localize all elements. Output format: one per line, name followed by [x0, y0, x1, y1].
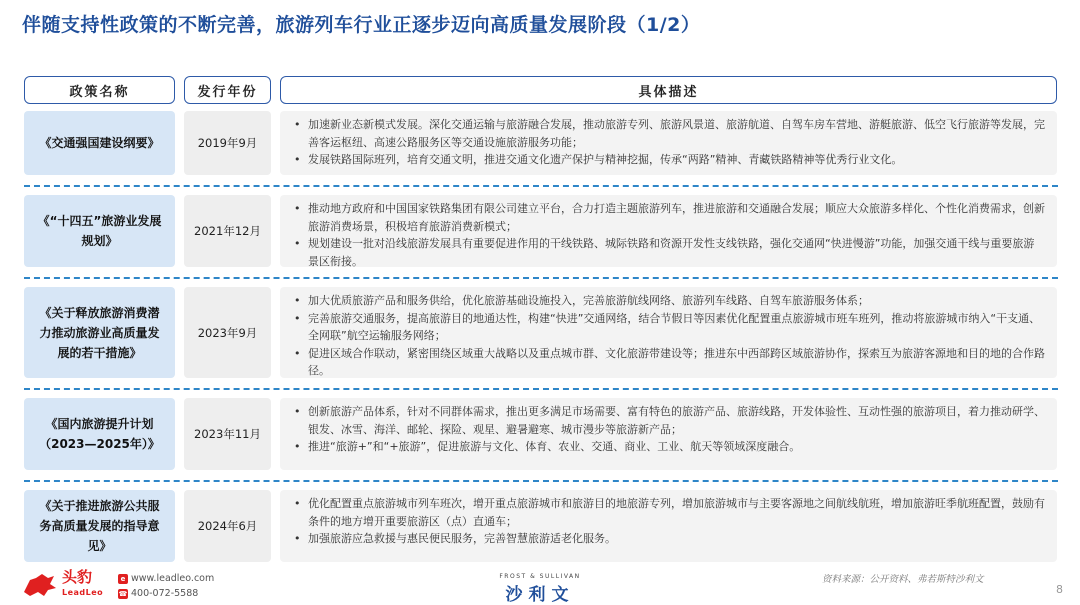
policy-row [24, 195, 1058, 267]
description-bullet: • 加大优质旅游产品和服务供给，优化旅游基础设施投入，完善旅游航线网络、旅游列车线路、自驾车旅游服务体系； [290, 292, 1045, 310]
phone-icon: ☎ [118, 590, 128, 598]
policy-description [280, 398, 1057, 470]
policy-name: 《国内旅游提升计划（2023—2025年）》 [24, 398, 175, 470]
policy-name: 《关于释放旅游消费潜力推动旅游业高质量发展的若干措施》 [24, 287, 175, 378]
policy-row [24, 398, 1058, 470]
policy-description [280, 287, 1057, 378]
column-header-desc: 具体描述 [280, 76, 1057, 104]
policy-description [280, 111, 1057, 175]
policy-name: 《关于推进旅游公共服务高质量发展的指导意见》 [24, 490, 175, 562]
policy-name: 《交通强国建设纲要》 [24, 111, 175, 175]
brand-name-cn: 头豹 [62, 568, 93, 586]
description-bullet: • 推进“旅游+”和“+旅游”，促进旅游与文化、体育、农业、交通、商业、工业、航天等领域深度融合。 [290, 438, 1045, 456]
policy-year: 2023年9月 [184, 287, 271, 378]
page-title: 伴随支持性政策的不断完善，旅游列车行业正逐步迈向高质量发展阶段（1/2） [22, 14, 701, 36]
lion-icon [20, 570, 60, 600]
description-bullet: • 加速新业态新模式发展。深化交通运输与旅游融合发展，推动旅游专列、旅游风景道、旅游航道、自驾车房车营地、游艇旅游、低空飞行旅游等发展，完善客运枢纽、高速公路服务区等交通设施旅游服务功能； [290, 116, 1045, 151]
policy-row [24, 111, 1058, 175]
policy-year: 2019年9月 [184, 111, 271, 175]
row-divider [24, 277, 1058, 279]
policy-year: 2024年6月 [184, 490, 271, 562]
policy-description [280, 195, 1057, 267]
policy-year: 2021年12月 [184, 195, 271, 267]
description-bullet: • 促进区域合作联动，紧密围绕区域重大战略以及重点城市群、文化旅游带建设等；推进东中西部跨区域旅游协作，探索互为旅游客源地和目的地的合作路径。 [290, 345, 1045, 380]
row-divider [24, 388, 1058, 390]
page-number: 8 [1056, 583, 1063, 596]
description-bullet: • 加强旅游应急救援与惠民便民服务，完善智慧旅游适老化服务。 [290, 530, 1045, 548]
website-link[interactable]: www.leadleo.com [131, 573, 215, 584]
brand-name-en: LeadLeo [62, 588, 104, 597]
row-divider [24, 480, 1058, 482]
column-header-name: 政策名称 [24, 76, 175, 104]
policy-year: 2023年11月 [184, 398, 271, 470]
policy-name: 《“十四五”旅游业发展规划》 [24, 195, 175, 267]
description-bullet: • 创新旅游产品体系，针对不同群体需求，推出更多满足市场需要、富有特色的旅游产品、旅游线路，开发体验性、互动性强的旅游项目，着力推动研学、银发、冰雪、海洋、邮轮、探险、观星、避暑避寒、城市漫步等旅游新产品； [290, 403, 1045, 438]
leadleo-logo [20, 570, 103, 600]
contact-info [118, 571, 214, 601]
description-bullet: • 优化配置重点旅游城市列车班次，增开重点旅游城市和旅游目的地旅游专列，增加旅游城市与主要客源地之间航线航班，增加旅游旺季航班配置，鼓励有条件的地方增开重要旅游区（点）直通车； [290, 495, 1045, 530]
phone-number: 400-072-5588 [131, 588, 199, 599]
partner-logo-name: 沙利文 [505, 585, 575, 605]
web-icon: e [118, 574, 128, 584]
description-bullet: • 发展铁路国际班列，培育交通文明，推进交通文化遗产保护与精神挖掘，传承“两路”精神、青藏铁路精神等优秀行业文化。 [290, 151, 1045, 169]
row-divider [24, 185, 1058, 187]
source-note: 资料来源：公开资料、弗若斯特沙利文 [822, 574, 984, 585]
description-bullet: • 完善旅游交通服务，提高旅游目的地通达性，构建“快进”交通网络，结合节假日等因素优化配置重点旅游城市班车班列，推动将旅游城市纳入“干支通、全网联”航空运输服务网络； [290, 310, 1045, 345]
policy-row [24, 490, 1058, 562]
policy-row [24, 287, 1058, 378]
policy-description [280, 490, 1057, 562]
description-bullet: • 推动地方政府和中国国家铁路集团有限公司建立平台，合力打造主题旅游列车，推进旅游和交通融合发展；顺应大众旅游多样化、个性化消费需求，创新旅游消费场景，积极培育旅游消费新模式； [290, 200, 1045, 235]
description-bullet: • 规划建设一批对沿线旅游发展具有重要促进作用的干线铁路、城际铁路和资源开发性支线铁路，强化交通网“快进慢游”功能，加强交通干线与重要旅游景区衔接。 [290, 235, 1045, 270]
partner-logo-top: FROST & SULLIVAN [499, 573, 581, 580]
column-header-year: 发行年份 [184, 76, 271, 104]
